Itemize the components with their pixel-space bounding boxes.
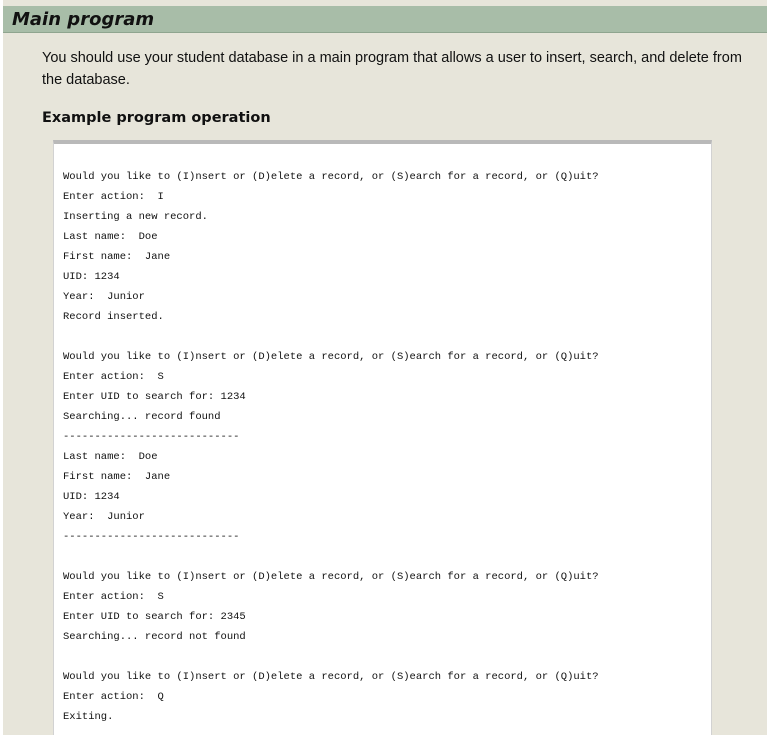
- console-line: Exiting.: [63, 711, 114, 723]
- page-title: Main program: [12, 9, 155, 30]
- console-line: First name: Jane: [63, 471, 171, 483]
- console-line: Inserting a new record.: [63, 211, 208, 223]
- example-heading: Example program operation: [42, 110, 271, 126]
- console-line: Enter action: Q: [63, 691, 164, 703]
- console-line: Year: Junior: [63, 511, 145, 523]
- console-line: Last name: Doe: [63, 231, 158, 243]
- console-line: Record inserted.: [63, 311, 164, 323]
- console-line: [63, 647, 599, 667]
- console-line: First name: Jane: [63, 251, 171, 263]
- console-line: Would you like to (I)nsert or (D)elete a record, or (S)earch for a record, or (Q)uit?: [63, 171, 599, 183]
- console-line: Enter UID to search for: 2345: [63, 611, 246, 623]
- console-line: Would you like to (I)nsert or (D)elete a record, or (S)earch for a record, or (Q)uit?: [63, 571, 599, 583]
- console-line: Searching... record not found: [63, 631, 246, 643]
- console-output-box: [53, 140, 712, 735]
- console-line: Enter action: S: [63, 371, 164, 383]
- console-line: Enter action: S: [63, 591, 164, 603]
- console-line: Would you like to (I)nsert or (D)elete a record, or (S)earch for a record, or (Q)uit?: [63, 351, 599, 363]
- console-line: [63, 547, 599, 567]
- console-line: ----------------------------: [63, 431, 240, 443]
- console-line: Last name: Doe: [63, 451, 158, 463]
- console-line: [63, 327, 599, 347]
- console-line: Enter UID to search for: 1234: [63, 391, 246, 403]
- console-line: UID: 1234: [63, 491, 120, 503]
- console-line: Would you like to (I)nsert or (D)elete a record, or (S)earch for a record, or (Q)uit?: [63, 671, 599, 683]
- intro-paragraph: You should use your student database in a main program that allows a user to insert, search, and delete from the database.: [42, 50, 742, 88]
- console-line: Year: Junior: [63, 291, 145, 303]
- console-line: UID: 1234: [63, 271, 120, 283]
- page: [3, 0, 767, 735]
- console-lines: [63, 167, 599, 727]
- section-title-bar: [3, 6, 767, 33]
- console-line: Enter action: I: [63, 191, 164, 203]
- console-line: ----------------------------: [63, 531, 240, 543]
- console-line: Searching... record found: [63, 411, 221, 423]
